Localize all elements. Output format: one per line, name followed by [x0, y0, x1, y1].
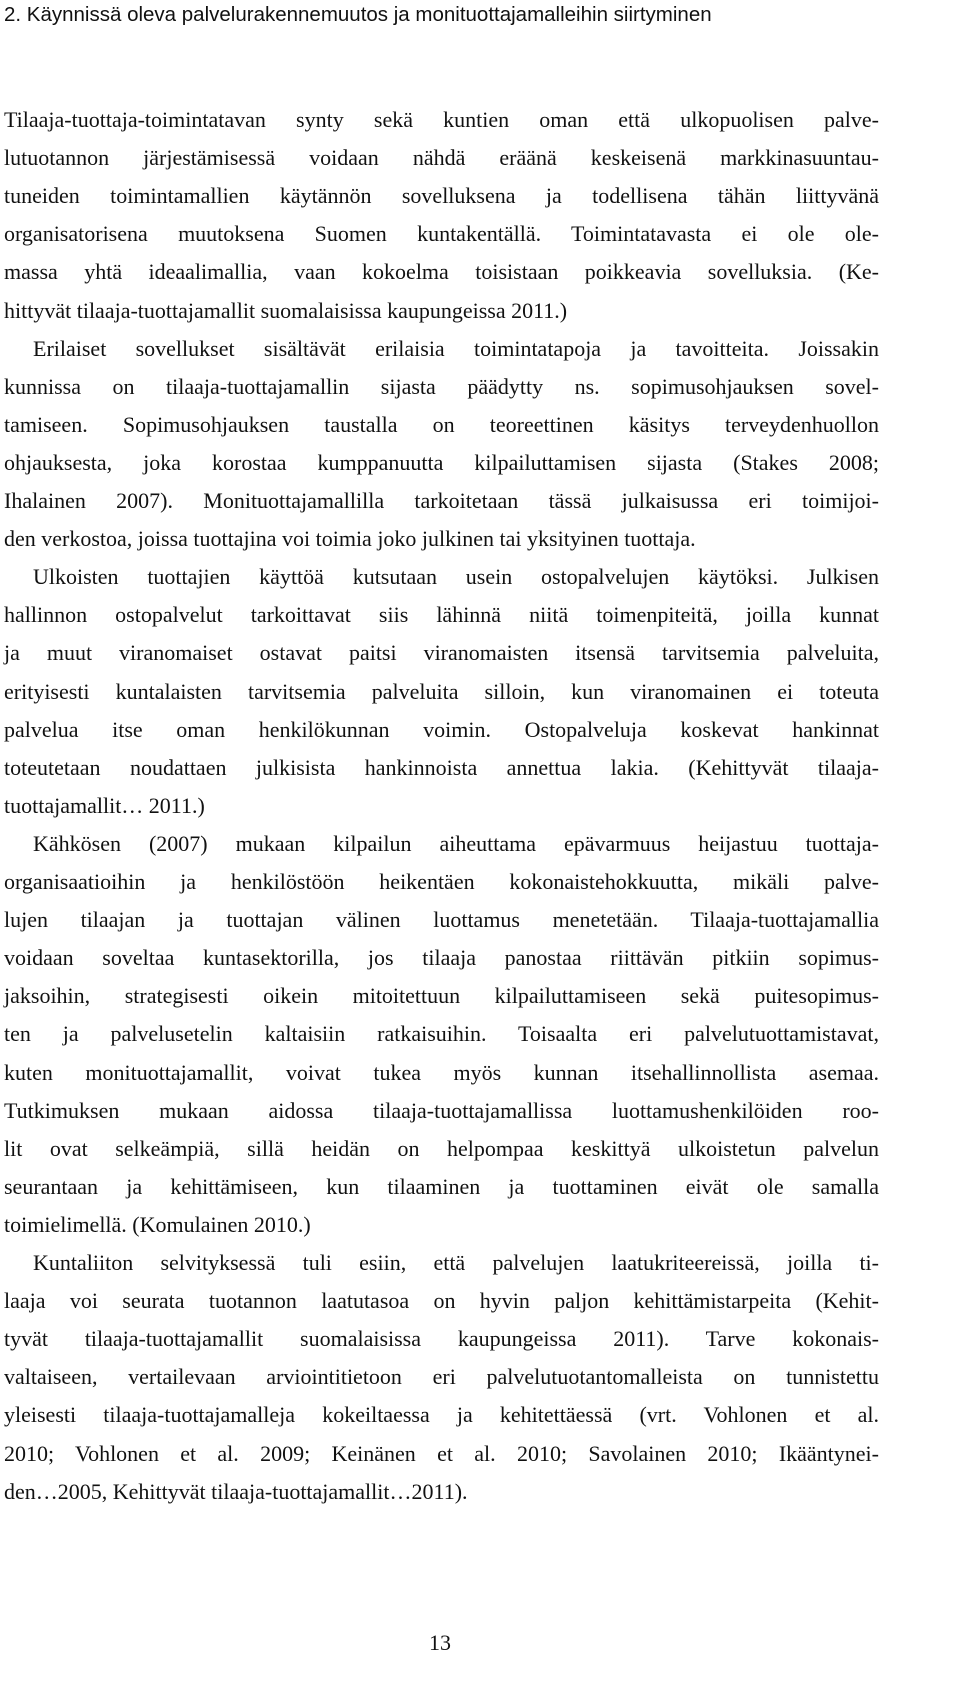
text-line: Tilaaja-tuottaja-toimintatavan synty sekä kuntien oman että ulkopuolisen palve- [4, 107, 879, 132]
text-line: hittyvät tilaaja-tuottajamallit suomalaisissa kaupungeissa 2011.) [4, 297, 568, 323]
text-line: valtaiseen, vertailevaan arviointitietoon eri palvelutuotantomalleista on tunnistettu [4, 1364, 879, 1390]
text-line: toteutetaan noudattaen julkisista hankinnoista annettua lakia. (Kehittyvät tilaaja- [4, 754, 879, 780]
text-line: organisaatioihin ja henkilöstöön heikentäen kokonaistehokkuutta, mikäli palve- [4, 869, 879, 894]
text-line: den verkostoa, joissa tuottajina voi toimia joko julkinen tai yksityinen tuottaja. [4, 526, 696, 552]
text-line: hallinnon ostopalvelut tarkoittavat siis lähinnä niitä toimenpiteitä, joilla kunnat [4, 602, 879, 628]
text-line: den…2005, Kehittyvät tilaaja-tuottajamallit…2011). [4, 1478, 468, 1504]
text-line: ten ja palvelusetelin kaltaisiin ratkaisuihin. Toisaalta eri palvelutuottamistavat, [4, 1021, 879, 1047]
page-number: 13 [429, 1630, 451, 1655]
text-line: massa yhtä ideaalimallia, vaan kokoelma toisistaan poikkeavia sovelluksia. (Ke- [4, 259, 879, 285]
text-line: tuottajamallit… 2011.) [4, 792, 205, 818]
text-line: lutuotannon järjestämisessä voidaan nähdä eräänä keskeisenä markkinasuuntau- [4, 145, 879, 171]
text-line: 2010; Vohlonen et al. 2009; Keinänen et al. 2010; Savolainen 2010; Ikääntynei- [4, 1440, 879, 1466]
text-line: laaja voi seurata tuotannon laatutasoa on hyvin paljon kehittämistarpeita (Kehit- [4, 1288, 879, 1314]
text-line: ohjauksesta, joka korostaa kumppanuutta kilpailuttamisen sijasta (Stakes 2008; [4, 449, 879, 475]
text-line: Erilaiset sovellukset sisältävät erilaisia toimintatapoja ja tavoitteita. Joissakin [33, 335, 879, 361]
text-line: toimielimellä. (Komulainen 2010.) [4, 1211, 311, 1237]
text-line: erityisesti kuntalaisten tarvitsemia palveluita silloin, kun viranomainen ei toteuta [4, 678, 879, 704]
text-line: tamiseen. Sopimusohjauksen taustalla on teoreettinen käsitys terveydenhuollon [4, 411, 879, 437]
text-line: yleisesti tilaaja-tuottajamalleja kokeiltaessa ja kehitettäessä (vrt. Vohlonen et al. [4, 1402, 879, 1428]
text-line: kunnissa on tilaaja-tuottajamallin sijasta päädytty ns. sopimusohjauksen sovel- [4, 373, 879, 399]
text-line: tuneiden toimintamallien käytännön sovelluksena ja todellisena tähän liittyvänä [4, 183, 879, 209]
text-line: lujen tilaajan ja tuottajan välinen luottamus menetetään. Tilaaja-tuottajamallia [4, 907, 879, 933]
text-line: kuten monituottajamallit, voivat tukea myös kunnan itsehallinnollista asemaa. [4, 1059, 879, 1085]
text-line: Kähkösen (2007) mukaan kilpailun aiheuttama epävarmuus heijastuu tuottaja- [33, 830, 879, 856]
text-line: palvelua itse oman henkilökunnan voimin. Ostopalveluja koskevat hankinnat [4, 716, 879, 742]
text-line: lit ovat selkeämpiä, sillä heidän on helpompaa keskittyä ulkoistetun palvelun [4, 1135, 879, 1161]
text-line: voidaan soveltaa kuntasektorilla, jos tilaaja panostaa riittävän pitkiin sopimus- [4, 945, 879, 971]
text-line: organisatorisena muutoksena Suomen kuntakentällä. Toimintatavasta ei ole ole- [4, 221, 879, 247]
text-line: ja muut viranomaiset ostavat paitsi viranomaisten itsensä tarvitsemia palveluita, [4, 640, 879, 666]
text-line: Tutkimuksen mukaan aidossa tilaaja-tuottajamallissa luottamushenkilöiden roo- [4, 1097, 879, 1123]
section-heading: 2. Käynnissä oleva palvelurakennemuutos ja monituottajamalleihin siirtyminen [4, 3, 712, 26]
text-line: Ihalainen 2007). Monituottajamallilla tarkoitetaan tässä julkaisussa eri toimijoi- [4, 488, 879, 513]
text-line: seurantaan ja kehittämiseen, kun tilaaminen ja tuottaminen eivät ole samalla [4, 1173, 879, 1199]
text-line: Kuntaliiton selvityksessä tuli esiin, että palvelujen laatukriteereissä, joilla ti- [33, 1250, 879, 1275]
text-line: Ulkoisten tuottajien käyttöä kutsutaan usein ostopalvelujen käytöksi. Julkisen [33, 564, 879, 590]
text-line: tyvät tilaaja-tuottajamallit suomalaisissa kaupungeissa 2011). Tarve kokonais- [4, 1326, 879, 1352]
text-line: jaksoihin, strategisesti oikein mitoitettuun kilpailuttamiseen sekä puitesopimus- [4, 983, 879, 1009]
